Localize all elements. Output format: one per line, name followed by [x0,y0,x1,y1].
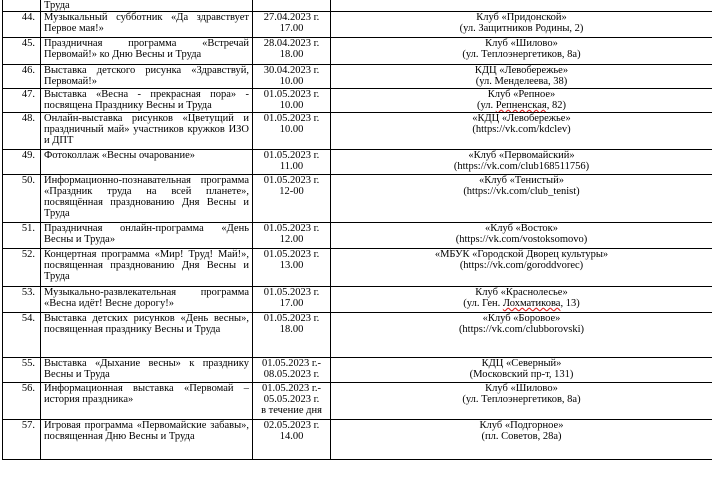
event-date-line: 18.00 [279,324,304,335]
venue-address: (https://vk.com/kdclev) [472,124,571,135]
event-name [41,12,253,38]
venue-name: Клуб «Подгорное» [479,420,564,431]
events-table [2,0,712,460]
venue-address: (ул. Репненская, 82) [476,100,566,111]
venue-name: «Клуб «Первомайский» [468,150,575,161]
table-row [3,113,712,150]
venue-name: Клуб «Краснолесье» [475,287,568,298]
event-date [253,12,331,38]
event-name [41,383,253,420]
event-date-line: в течение дня [261,405,322,416]
event-date-line: 17.00 [279,298,304,309]
event-date-line: 30.04.2023 г. [263,65,320,76]
event-date-line: 01.05.2023 г.- [261,358,322,369]
event-name-text: Выставка детского рисунка «Здравствуй, Первомай!» [44,65,249,87]
event-date [253,113,331,150]
event-date-line: 01.05.2023 г. [263,249,320,260]
event-name-text: Праздничная программа «Встречай Первомай!» ко Дню Весны и Труда [44,38,249,60]
event-name-text: Концертная программа «Мир! Труд! Май!», посвященная празднованию Дня Весны и Труда [44,249,249,282]
event-name-text: Труда [44,0,70,11]
event-name-text: Информационно-познавательная программа «Праздник труда на всей планете», посвящённая празднованию Дня Весны и Труда [44,175,249,219]
event-date [253,287,331,313]
venue-name: «Клуб «Тенистый» [479,175,564,186]
event-name [41,38,253,65]
row-number: 53. [3,287,41,313]
event-name-text: Выставка «Дыхание весны» к празднику Весны и Труда [44,358,249,380]
event-place [331,383,712,420]
table-row [3,383,712,420]
event-date [253,175,331,223]
event-name [41,175,253,223]
event-date-line: 01.05.2023 г. [263,223,320,234]
event-date-line: 01.05.2023 г. [263,89,320,100]
venue-name: «Клуб «Боровое» [482,313,561,324]
venue-address: (https://vk.com/clubborovski) [458,324,585,335]
event-date-line: 10.00 [279,100,304,111]
venue-address: (https://vk.com/vostoksomovo) [455,234,588,245]
venue-name: КДЦ «Северный» [481,358,562,369]
venue-name: Клуб «Репное» [487,89,556,100]
event-name-text: Музыкальный субботник «Да здравствует Первое мая!» [44,12,249,34]
event-place [331,287,712,313]
row-number: 55. [3,358,41,383]
event-name-text: Музыкально-развлекательная программа «Весна идёт! Весне дорогу!» [44,287,249,309]
event-date-line: 01.05.2023 г.- [261,383,322,394]
row-number: 44. [3,12,41,38]
event-date-line: 11.00 [279,161,304,172]
event-name-text: Онлайн-выставка рисунков «Цветущий и праздничный май» участников кружков ИЗО и ДПТ [44,113,249,146]
venue-address: (ул. Защитников Родины, 2) [459,23,584,34]
event-date-line: 14.00 [279,431,304,442]
event-date [253,358,331,383]
event-name [41,89,253,113]
event-name-text: Фотоколлаж «Весны очарование» [44,150,195,161]
row-number: 47. [3,89,41,113]
event-date-line: 01.05.2023 г. [263,113,320,124]
event-date-line: 10.00 [279,76,304,87]
table-row [3,38,712,65]
event-date [253,150,331,175]
event-date-line: 12-00 [279,186,304,197]
venue-address: (ул. Теплоэнергетиков, 8а) [462,394,581,405]
event-date-line: 08.05.2023 г. [263,369,320,380]
table-row [3,89,712,113]
table-row [3,420,712,460]
venue-name: Клуб «Шилово» [485,38,558,49]
event-date-line: 02.05.2023 г. [263,420,320,431]
event-date-line: 18.00 [279,49,304,60]
row-number: 52. [3,249,41,287]
venue-address: (https://vk.com/club168511756) [453,161,590,172]
table-row [3,249,712,287]
table-row [3,12,712,38]
venue-name: Клуб «Шилово» [485,383,558,394]
row-number: 54. [3,313,41,358]
row-number: 45. [3,38,41,65]
row-number [3,0,41,12]
event-date-line: 28.04.2023 г. [263,38,320,49]
venue-name: Клуб «Придонской» [476,12,567,23]
venue-address: (https://vk.com/goroddvorec) [459,260,584,271]
event-place [331,223,712,249]
event-place [331,12,712,38]
event-place [331,65,712,89]
event-date [253,383,331,420]
event-date [253,249,331,287]
event-name-text: Праздничная онлайн-программа «День Весны и Труда» [44,223,249,245]
event-place [331,113,712,150]
table-row [3,313,712,358]
event-name [41,0,253,12]
event-name [41,358,253,383]
venue-name: «Клуб «Восток» [484,223,559,234]
venue-address: (Московский пр-т, 131) [469,369,574,380]
event-name [41,313,253,358]
row-number: 57. [3,420,41,460]
table-row [3,287,712,313]
event-name [41,223,253,249]
event-name [41,150,253,175]
event-date [253,65,331,89]
event-place [331,0,712,12]
venue-address: (ул. Менделеева, 38) [475,76,568,87]
table-row-fragment [3,0,712,12]
venue-address: (пл. Советов, 28а) [481,431,562,442]
document-page [2,0,712,460]
table-row [3,358,712,383]
event-name [41,113,253,150]
event-name [41,65,253,89]
event-date [253,313,331,358]
event-date-line: 01.05.2023 г. [263,313,320,324]
event-name [41,287,253,313]
event-date-line: 10.00 [279,124,304,135]
event-place [331,150,712,175]
event-date [253,0,331,12]
venue-address: (https://vk.com/club_tenist) [463,186,580,197]
row-number: 56. [3,383,41,420]
venue-address: (ул. Ген. Лохматикова, 13) [463,298,580,309]
event-date-line: 17.00 [279,23,304,34]
event-date-line: 27.04.2023 г. [263,12,320,23]
event-place [331,420,712,460]
row-number: 51. [3,223,41,249]
event-place [331,38,712,65]
event-name [41,420,253,460]
venue-name: КДЦ «Левобережье» [474,65,569,76]
event-date-line: 01.05.2023 г. [263,150,320,161]
event-date-line: 13.00 [279,260,304,271]
event-name-text: Информационная выставка «Первомай – история праздника» [44,383,249,405]
event-place [331,249,712,287]
event-place [331,175,712,223]
event-date-line: 01.05.2023 г. [263,175,320,186]
table-row [3,65,712,89]
event-date [253,420,331,460]
row-number: 46. [3,65,41,89]
event-name [41,249,253,287]
event-name-text: Выставка «Весна - прекрасная пора» - посвящена Празднику Весны и Труда [44,89,249,111]
event-name-text: Игровая программа «Первомайские забавы», посвященная Дню Весны и Труда [44,420,249,442]
event-date [253,38,331,65]
event-date-line: 12.00 [279,234,304,245]
venue-name: «КДЦ «Левобережье» [472,113,571,124]
row-number: 50. [3,175,41,223]
table-row [3,150,712,175]
event-date [253,223,331,249]
venue-address: (ул. Теплоэнергетиков, 8а) [462,49,581,60]
table-row [3,223,712,249]
row-number: 49. [3,150,41,175]
venue-name: «МБУК «Городской Дворец культуры» [434,249,609,260]
event-name-text: Выставка детских рисунков «День весны», посвященная празднику Весны и Труда [44,313,249,335]
event-place [331,358,712,383]
row-number: 48. [3,113,41,150]
event-date [253,89,331,113]
event-date-line: 05.05.2023 г. [263,394,320,405]
table-row [3,175,712,223]
event-date-line: 01.05.2023 г. [263,287,320,298]
event-place [331,89,712,113]
event-place [331,313,712,358]
